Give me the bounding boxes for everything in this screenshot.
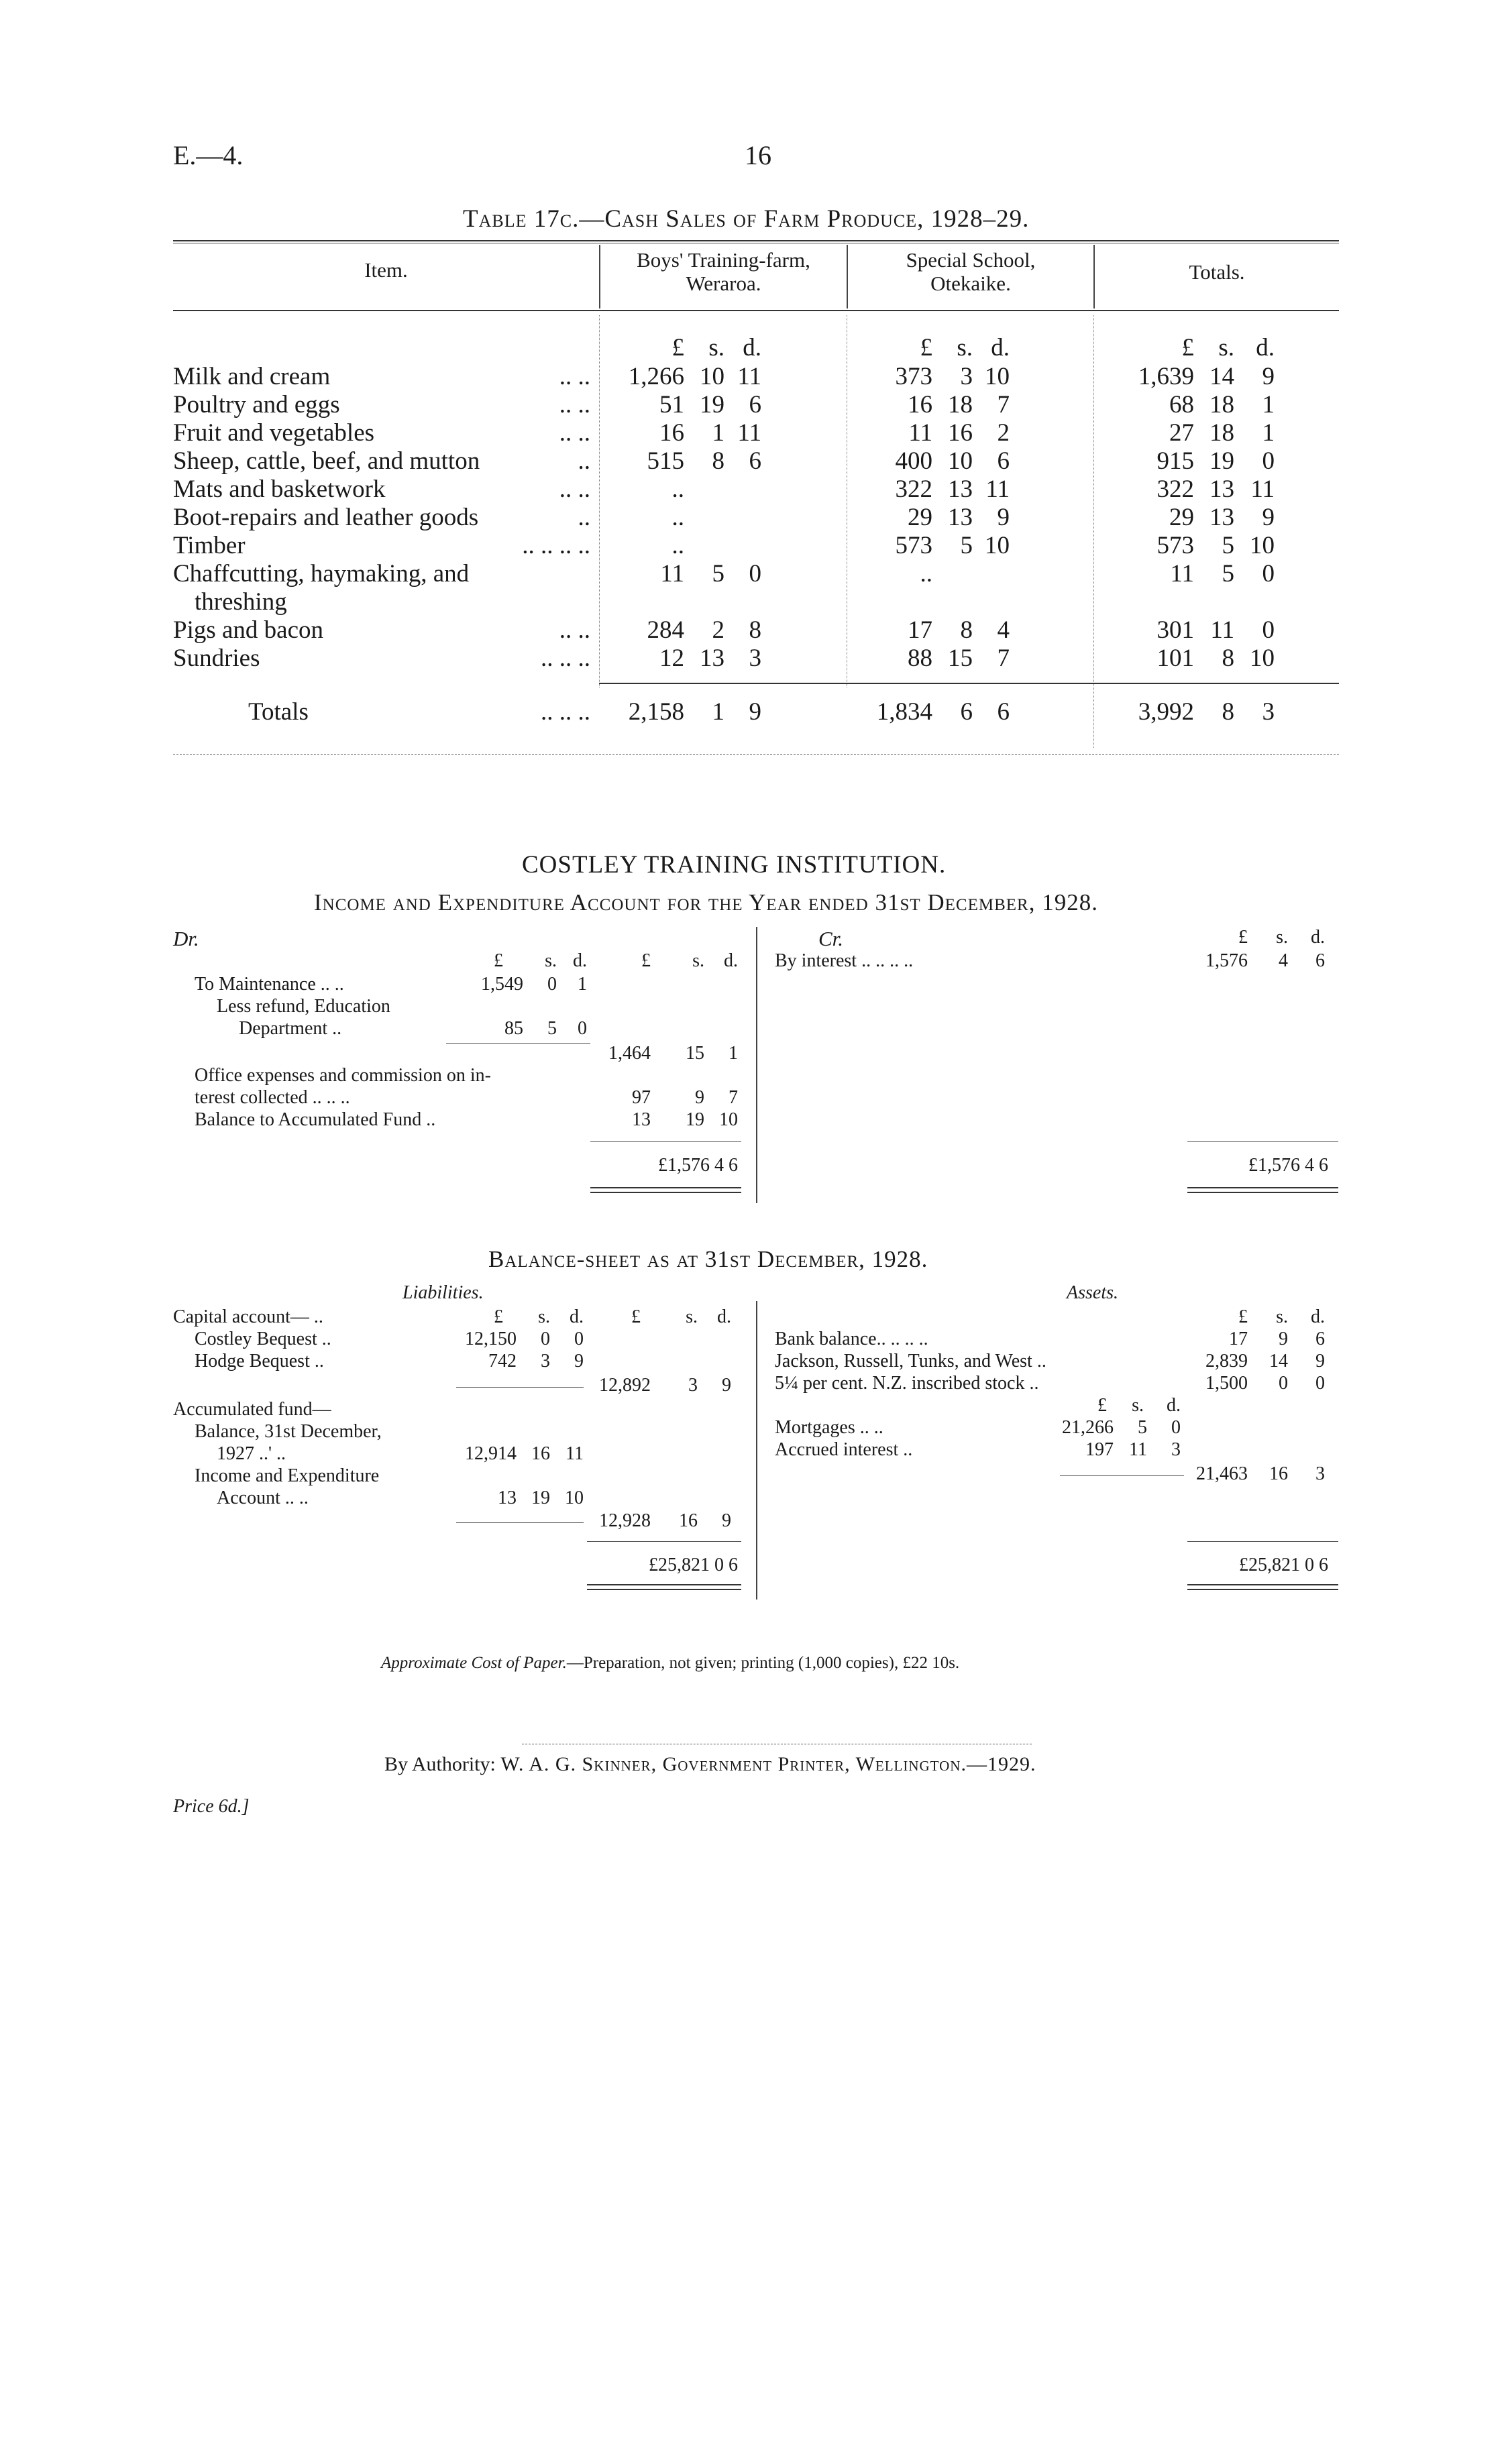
row-c2-pounds: 88 xyxy=(908,645,932,672)
cr-total: £1,576 4 6 xyxy=(1248,1155,1328,1176)
row-c2-pounds: 322 xyxy=(895,475,932,503)
mort-total-pence: 3 xyxy=(1315,1463,1325,1484)
bs-divider xyxy=(756,1301,757,1600)
accrued-shillings: 11 xyxy=(1129,1439,1147,1460)
liab-units-d-2: d. xyxy=(717,1306,731,1327)
row-c2-pounds: 11 xyxy=(908,419,932,447)
balance-to-fund: Balance to Accumulated Fund .. xyxy=(195,1109,436,1130)
dr-units-pound-2: £ xyxy=(641,950,651,971)
office-expenses-line2: terest collected .. .. .. xyxy=(195,1087,350,1108)
interest-pence: 6 xyxy=(1315,950,1325,971)
balance-pence: 10 xyxy=(719,1109,738,1130)
dr-units-s-2: s. xyxy=(692,950,704,971)
hodge-bequest-pounds: 742 xyxy=(488,1351,517,1371)
row-leader-dots: .. xyxy=(578,447,590,475)
stock-shillings: 0 xyxy=(1279,1373,1288,1394)
by-interest: By interest .. .. .. .. xyxy=(775,950,914,971)
row-c3-pounds: 322 xyxy=(1157,475,1194,503)
row-c2-shillings: 10 xyxy=(948,447,973,475)
row-item: Chaffcutting, haymaking, and xyxy=(173,560,470,587)
row-c3-pence: 0 xyxy=(1262,616,1275,644)
row-c3-shillings: 5 xyxy=(1222,560,1234,587)
row-c2-pounds: 17 xyxy=(908,616,932,644)
jackson-shillings: 14 xyxy=(1269,1351,1288,1371)
row-c2-shillings: 13 xyxy=(948,475,973,503)
row-c2-pence: 7 xyxy=(997,645,1010,672)
net-maintenance-shillings: 15 xyxy=(686,1043,704,1064)
bank-pounds: 17 xyxy=(1229,1329,1248,1349)
row-c1-pence: 11 xyxy=(737,419,761,447)
row-item: Boot-repairs and leather goods xyxy=(173,504,479,531)
totals-c1-pence: 9 xyxy=(749,698,761,726)
row-c1-shillings: 1 xyxy=(712,419,724,447)
header-col2-line1: Special School, xyxy=(906,248,1036,272)
row-c1-pounds: 51 xyxy=(659,391,684,418)
row-c1-pounds: 515 xyxy=(647,447,684,475)
refund-pence: 0 xyxy=(578,1018,587,1039)
cr-units-d: d. xyxy=(1311,927,1325,948)
row-c3-pounds: 68 xyxy=(1169,391,1194,418)
row-c1-pounds: 12 xyxy=(659,645,684,672)
row-c3-pence: 10 xyxy=(1250,645,1275,672)
units-c3-2: d. xyxy=(1256,334,1275,361)
balance-pounds: 13 xyxy=(632,1109,651,1130)
stock-pence: 0 xyxy=(1315,1373,1325,1394)
row-c2-pence: 11 xyxy=(985,475,1010,503)
table17c-header-rule xyxy=(173,310,1339,311)
capital-account: Capital account— .. xyxy=(173,1306,323,1327)
row-c3-pence: 9 xyxy=(1262,363,1275,390)
row-c3-shillings: 11 xyxy=(1210,616,1234,644)
liab-units-pound-1: £ xyxy=(494,1306,503,1327)
units-c1-1: s. xyxy=(708,334,724,361)
accum-total-shillings: 16 xyxy=(679,1510,698,1531)
jackson-pence: 9 xyxy=(1315,1351,1325,1371)
authority-line xyxy=(384,1753,1036,1776)
table17c-title: Table 17c.—Cash Sales of Farm Produce, 1928–29. xyxy=(463,205,1030,233)
ie-shillings: 19 xyxy=(531,1488,550,1508)
cr-label: Cr. xyxy=(818,927,844,950)
less-refund-line1: Less refund, Education xyxy=(217,996,390,1017)
row-c3-shillings: 19 xyxy=(1209,447,1234,475)
table17c-vline-body-1 xyxy=(599,315,600,687)
less-refund-line2: Department .. xyxy=(239,1018,342,1039)
assets-total-rule xyxy=(1187,1541,1338,1542)
costley-title: COSTLEY TRAINING INSTITUTION. xyxy=(522,851,947,879)
row-item: Sundries xyxy=(173,645,260,672)
row-item: Pigs and bacon xyxy=(173,616,324,644)
row-c3-pence: 11 xyxy=(1250,475,1275,503)
cost-text: —Preparation, not given; printing (1,000 copies), £22 10s. xyxy=(566,1654,960,1672)
capital-rule xyxy=(456,1387,584,1388)
row-c1-pence: 6 xyxy=(749,391,761,418)
row-c1-shillings: 2 xyxy=(712,616,724,644)
units-c2-1: s. xyxy=(957,334,973,361)
mort-total-pounds: 21,463 xyxy=(1196,1463,1248,1484)
row-c2-shillings: 15 xyxy=(948,645,973,672)
row-c1-shillings: 19 xyxy=(700,391,724,418)
refund-pounds: 85 xyxy=(504,1018,523,1039)
net-maintenance-pounds: 1,464 xyxy=(608,1043,651,1064)
row-c2-shillings: 16 xyxy=(948,419,973,447)
row-c3-pounds: 1,639 xyxy=(1138,363,1194,390)
totals-c1-pounds: 2,158 xyxy=(628,698,684,726)
units-c2-0: £ xyxy=(920,334,932,361)
row-c1-shillings: 10 xyxy=(700,363,724,390)
hodge-bequest-shillings: 3 xyxy=(541,1351,550,1371)
authority-label: By Authority: xyxy=(384,1753,496,1775)
row-leader-dots: .. .. xyxy=(559,419,590,447)
ie-pence: 10 xyxy=(565,1488,584,1508)
row-c2-pence: 6 xyxy=(997,447,1010,475)
ie-divider xyxy=(756,927,757,1203)
costley-bequest-shillings: 0 xyxy=(541,1329,550,1349)
jackson-russell: Jackson, Russell, Tunks, and West .. xyxy=(775,1351,1046,1371)
row-c3-shillings: 18 xyxy=(1209,419,1234,447)
row-c2-shillings: 13 xyxy=(948,504,973,531)
liabilities-total: £25,821 0 6 xyxy=(649,1555,738,1575)
row-c2-pounds: 373 xyxy=(895,363,932,390)
row-c1-pounds: 284 xyxy=(647,616,684,644)
row-c3-pounds: 29 xyxy=(1169,504,1194,531)
dr-units-d-1: d. xyxy=(573,950,587,971)
bank-shillings: 9 xyxy=(1279,1329,1288,1349)
row-item: Mats and basketwork xyxy=(173,475,386,503)
cost-of-paper xyxy=(381,1654,959,1673)
cr-total-double-rule xyxy=(1187,1187,1338,1193)
row-c2-pence: 9 xyxy=(997,504,1010,531)
totals-c3-pence: 3 xyxy=(1262,698,1275,726)
row-c3-shillings: 14 xyxy=(1209,363,1234,390)
maintenance-shillings: 0 xyxy=(547,974,557,995)
row-c3-pounds: 27 xyxy=(1169,419,1194,447)
authority-text: W. A. G. Skinner, Government Printer, Wellington.—1929. xyxy=(500,1753,1036,1775)
liab-units-pound-2: £ xyxy=(631,1306,641,1327)
accrued-interest: Accrued interest .. xyxy=(775,1439,913,1460)
totals-c2-pounds: 1,834 xyxy=(876,698,932,726)
dr-units-pound-1: £ xyxy=(494,950,503,971)
row-c1-pence: 11 xyxy=(737,363,761,390)
row-c2-shillings: 3 xyxy=(960,363,973,390)
row-c2-pounds: 400 xyxy=(895,447,932,475)
row-c3-shillings: 5 xyxy=(1222,532,1234,559)
totals-c2-shillings: 6 xyxy=(960,698,973,726)
mortgages-pounds: 21,266 xyxy=(1062,1417,1114,1438)
office-shillings: 9 xyxy=(695,1087,704,1108)
liabilities-heading: Liabilities. xyxy=(402,1282,484,1303)
row-item: Fruit and vegetables xyxy=(173,419,375,447)
assets-units-d: d. xyxy=(1311,1306,1325,1327)
row-c1-pounds: 1,266 xyxy=(628,363,684,390)
dr-total-double-rule xyxy=(590,1187,741,1193)
to-maintenance: To Maintenance .. .. xyxy=(195,974,344,995)
row-c3-shillings: 13 xyxy=(1209,475,1234,503)
totals-label: Totals xyxy=(248,698,309,726)
header-item: Item. xyxy=(364,258,408,282)
row-item: Timber xyxy=(173,532,246,559)
price: Price 6d.] xyxy=(173,1796,250,1817)
jackson-pounds: 2,839 xyxy=(1205,1351,1248,1371)
row-c2-shillings: 5 xyxy=(960,532,973,559)
row-c2-pounds: 16 xyxy=(908,391,932,418)
ie-line2: Account .. .. xyxy=(217,1488,309,1508)
table17c-totals-rule xyxy=(599,683,1339,684)
row-leader-dots: .. .. xyxy=(559,391,590,418)
page-number: 16 xyxy=(745,140,771,170)
office-pounds: 97 xyxy=(632,1087,651,1108)
row-leader-dots: .. .. .. .. xyxy=(522,532,590,559)
units-c2-2: d. xyxy=(991,334,1010,361)
row-c3-pounds: 11 xyxy=(1170,560,1194,587)
row-item: Poultry and eggs xyxy=(173,391,340,418)
totals-c1-shillings: 1 xyxy=(712,698,724,726)
mort-total-shillings: 16 xyxy=(1269,1463,1288,1484)
row-item: threshing xyxy=(195,588,287,616)
accum-rule xyxy=(456,1522,584,1523)
accumulated-fund: Accumulated fund— xyxy=(173,1399,331,1420)
header-col2-line2: Otekaike. xyxy=(930,272,1011,295)
header-col3: Totals. xyxy=(1189,260,1245,284)
dr-units-d-2: d. xyxy=(724,950,738,971)
row-c3-pence: 1 xyxy=(1262,391,1275,418)
row-c3-pounds: 101 xyxy=(1157,645,1194,672)
office-expenses-line1: Office expenses and commission on in- xyxy=(195,1065,491,1086)
assets-total: £25,821 0 6 xyxy=(1239,1555,1328,1575)
balance-31-pence: 11 xyxy=(566,1443,584,1464)
row-c3-pence: 1 xyxy=(1262,419,1275,447)
row-c1-shillings: 5 xyxy=(712,560,724,587)
hodge-bequest: Hodge Bequest .. xyxy=(195,1351,324,1371)
liab-units-d-1: d. xyxy=(570,1306,584,1327)
maintenance-pounds: 1,549 xyxy=(481,974,523,995)
row-c3-pounds: 915 xyxy=(1157,447,1194,475)
row-c3-pounds: 301 xyxy=(1157,616,1194,644)
row-c2-pounds: 573 xyxy=(895,532,932,559)
inscribed-stock: 5¼ per cent. N.Z. inscribed stock .. xyxy=(775,1373,1039,1394)
row-leader-dots: .. xyxy=(578,504,590,531)
units-c3-0: £ xyxy=(1181,334,1194,361)
bank-pence: 6 xyxy=(1315,1329,1325,1349)
row-leader-dots: .. .. .. xyxy=(541,645,590,672)
balance-31-line1: Balance, 31st December, xyxy=(195,1421,382,1442)
totals-c3-shillings: 8 xyxy=(1222,698,1234,726)
totals-c2-pence: 6 xyxy=(997,698,1010,726)
balance-shillings: 19 xyxy=(686,1109,704,1130)
dr-label: Dr. xyxy=(173,927,199,950)
row-c2-pence: 2 xyxy=(997,419,1010,447)
interest-pounds: 1,576 xyxy=(1205,950,1248,971)
interest-shillings: 4 xyxy=(1279,950,1288,971)
row-c1-pence: 3 xyxy=(749,645,761,672)
accrued-pounds: 197 xyxy=(1085,1439,1114,1460)
cr-units-s: s. xyxy=(1276,927,1288,948)
row-c1-pence: 0 xyxy=(749,560,761,587)
page-reference: E.—4. xyxy=(173,140,244,170)
liab-units-s-2: s. xyxy=(686,1306,698,1327)
header-col1-line1: Boys' Training-farm, xyxy=(637,248,810,272)
row-c2-shillings: 8 xyxy=(960,616,973,644)
liab-total-rule xyxy=(587,1541,741,1542)
accum-total-pence: 9 xyxy=(722,1510,731,1531)
row-c1-shillings: 13 xyxy=(700,645,724,672)
ie-line1: Income and Expenditure xyxy=(195,1465,380,1486)
row-c1-pounds: .. xyxy=(671,532,684,559)
units-c1-2: d. xyxy=(743,334,761,361)
liab-units-s-1: s. xyxy=(538,1306,550,1327)
liab-total-double-rule xyxy=(587,1584,741,1590)
capital-total-pence: 9 xyxy=(722,1375,731,1396)
costley-subtitle: Income and Expenditure Account for the Year ended 31st December, 1928. xyxy=(314,889,1098,915)
assets-units-s: s. xyxy=(1276,1306,1288,1327)
capital-total-shillings: 3 xyxy=(688,1375,698,1396)
mort-rule xyxy=(1060,1475,1184,1476)
row-c3-shillings: 8 xyxy=(1222,645,1234,672)
row-item: Sheep, cattle, beef, and mutton xyxy=(173,447,480,475)
row-c3-pence: 9 xyxy=(1262,504,1275,531)
row-c2-pence: 4 xyxy=(997,616,1010,644)
units-c1-0: £ xyxy=(671,334,684,361)
totals-c3-pounds: 3,992 xyxy=(1138,698,1194,726)
stock-pounds: 1,500 xyxy=(1205,1373,1248,1394)
row-leader-dots: .. .. xyxy=(559,616,590,644)
balance-31-line2: 1927 ..' .. xyxy=(217,1443,286,1464)
assets-heading: Assets. xyxy=(1067,1282,1118,1303)
row-c3-shillings: 13 xyxy=(1209,504,1234,531)
office-pence: 7 xyxy=(729,1087,738,1108)
capital-total-pounds: 12,892 xyxy=(599,1375,651,1396)
costley-bequest: Costley Bequest .. xyxy=(195,1329,331,1349)
row-c1-pounds: .. xyxy=(671,504,684,531)
table17c-top-rule xyxy=(173,240,1339,241)
row-leader-dots: .. .. xyxy=(559,363,590,390)
accum-total-pounds: 12,928 xyxy=(599,1510,651,1531)
dr-total: £1,576 4 6 xyxy=(658,1155,738,1176)
balance-31-pounds: 12,914 xyxy=(465,1443,517,1464)
ie-pounds: 13 xyxy=(498,1488,517,1508)
row-c2-shillings: 18 xyxy=(948,391,973,418)
row-item: Milk and cream xyxy=(173,363,331,390)
row-c2-pounds: 29 xyxy=(908,504,932,531)
refund-rule xyxy=(446,1043,590,1044)
row-c1-pence: 8 xyxy=(749,616,761,644)
balance-31-shillings: 16 xyxy=(531,1443,550,1464)
dr-total-rule xyxy=(590,1141,741,1142)
row-c2-pounds: .. xyxy=(920,560,932,587)
assets-total-double-rule xyxy=(1187,1584,1338,1590)
row-c3-pence: 0 xyxy=(1262,560,1275,587)
header-col1-line2: Weraroa. xyxy=(686,272,761,295)
cost-label: Approximate Cost of Paper. xyxy=(381,1654,567,1672)
units-c3-1: s. xyxy=(1218,334,1234,361)
mort-units-s: s. xyxy=(1132,1395,1144,1416)
mortgages-shillings: 5 xyxy=(1138,1417,1147,1438)
assets-units-pound: £ xyxy=(1238,1306,1248,1327)
row-c2-pence: 10 xyxy=(985,532,1010,559)
table17c-bottom-rule xyxy=(173,754,1339,755)
cr-units-pound: £ xyxy=(1238,927,1248,948)
mortgages-pence: 0 xyxy=(1171,1417,1181,1438)
row-c1-pence: 6 xyxy=(749,447,761,475)
cr-total-rule xyxy=(1187,1141,1338,1142)
mort-units-pound: £ xyxy=(1097,1395,1107,1416)
row-c1-pounds: .. xyxy=(671,475,684,503)
mortgages: Mortgages .. .. xyxy=(775,1417,883,1438)
totals-leader-dots: .. .. .. xyxy=(541,698,590,726)
row-leader-dots: .. .. xyxy=(559,475,590,503)
costley-bequest-pence: 0 xyxy=(574,1329,584,1349)
mort-units-d: d. xyxy=(1167,1395,1181,1416)
row-c1-pounds: 16 xyxy=(659,419,684,447)
dr-units-s-1: s. xyxy=(545,950,557,971)
bank-balance: Bank balance.. .. .. .. xyxy=(775,1329,928,1349)
row-c3-shillings: 18 xyxy=(1209,391,1234,418)
row-c2-pence: 7 xyxy=(997,391,1010,418)
row-c1-shillings: 8 xyxy=(712,447,724,475)
row-c1-pounds: 11 xyxy=(660,560,684,587)
balance-sheet-title: Balance-sheet as at 31st December, 1928. xyxy=(488,1246,928,1272)
refund-shillings: 5 xyxy=(547,1018,557,1039)
net-maintenance-pence: 1 xyxy=(729,1043,738,1064)
hodge-bequest-pence: 9 xyxy=(574,1351,584,1371)
maintenance-pence: 1 xyxy=(578,974,587,995)
row-c2-pence: 10 xyxy=(985,363,1010,390)
row-c3-pence: 10 xyxy=(1250,532,1275,559)
costley-bequest-pounds: 12,150 xyxy=(465,1329,517,1349)
accrued-pence: 3 xyxy=(1171,1439,1181,1460)
row-c3-pounds: 573 xyxy=(1157,532,1194,559)
row-c3-pence: 0 xyxy=(1262,447,1275,475)
